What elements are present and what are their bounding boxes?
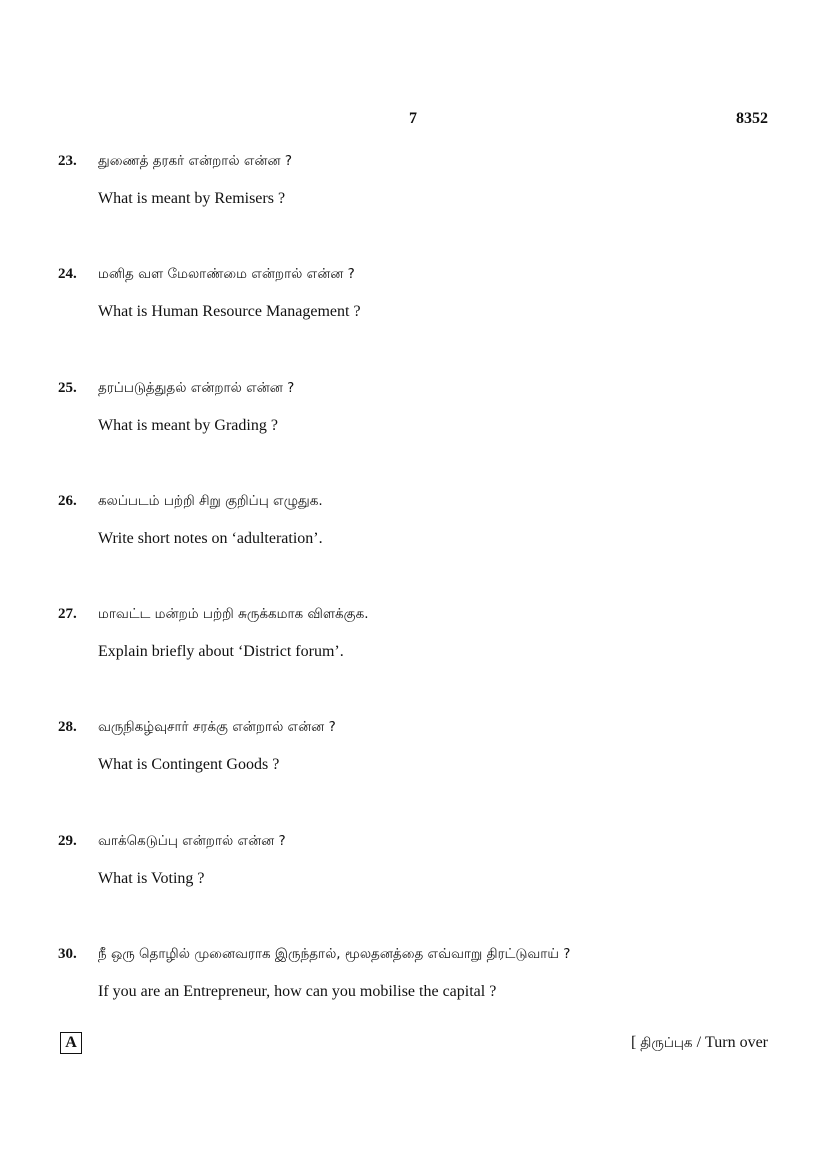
question-item (58, 490, 778, 603)
question-number: 23. (58, 153, 77, 169)
question-number: 27. (58, 606, 77, 623)
question-tamil: மனித வள மேலாண்மை என்றால் என்ன ? (98, 266, 355, 283)
question-english: Explain briefly about ‘District forum’. (98, 643, 344, 661)
question-tamil: நீ ஒரு தொழில் முனைவராக இருந்தால், மூலதனத்தை எவ்வாறு திரட்டுவாய் ? (98, 946, 571, 963)
question-tamil: கலப்படம் பற்றி சிறு குறிப்பு எழுதுக. (98, 492, 323, 509)
question-english: What is Voting ? (98, 869, 205, 887)
question-item (58, 716, 778, 829)
question-item (58, 830, 778, 943)
question-number: 29. (58, 832, 77, 849)
page-number: 7 (409, 110, 417, 127)
series-letter-box: A (60, 1032, 82, 1054)
question-tamil: மாவட்ட மன்றம் பற்றி சுருக்கமாக விளக்குக. (98, 606, 369, 623)
question-number: 30. (58, 946, 77, 963)
question-english: What is meant by Remisers ? (98, 190, 286, 207)
question-tamil: வாக்கெடுப்பு என்றால் என்ன ? (98, 832, 286, 849)
question-number: 24. (58, 266, 77, 283)
paper-code: 8352 (736, 110, 768, 127)
question-english: What is meant by Grading ? (98, 416, 278, 434)
question-english: Write short notes on ‘adulteration’. (98, 529, 323, 547)
question-tamil: வருநிகழ்வுசார் சரக்கு என்றால் என்ன ? (98, 719, 336, 736)
question-item (58, 263, 778, 376)
turn-over-separator: / (696, 1034, 702, 1051)
question-number: 28. (58, 719, 77, 736)
question-tamil: துணைத் தரகர் என்றால் என்ன ? (98, 153, 293, 169)
question-number: 26. (58, 492, 77, 509)
turn-over-english: Turn over (705, 1034, 768, 1051)
question-english: What is Human Resource Management ? (98, 303, 361, 321)
question-english: If you are an Entrepreneur, how can you mobilise the capital ? (98, 983, 497, 1001)
question-item (58, 603, 778, 716)
turn-over-tamil: திருப்புக (640, 1035, 693, 1051)
question-item (58, 150, 778, 263)
turn-over-note (631, 1034, 768, 1053)
question-tamil: தரப்படுத்துதல் என்றால் என்ன ? (98, 379, 295, 396)
question-list (58, 150, 778, 1056)
question-english: What is Contingent Goods ? (98, 756, 280, 774)
turn-over-bracket: [ (630, 1034, 637, 1051)
question-number: 25. (58, 379, 77, 396)
question-item (58, 377, 778, 490)
